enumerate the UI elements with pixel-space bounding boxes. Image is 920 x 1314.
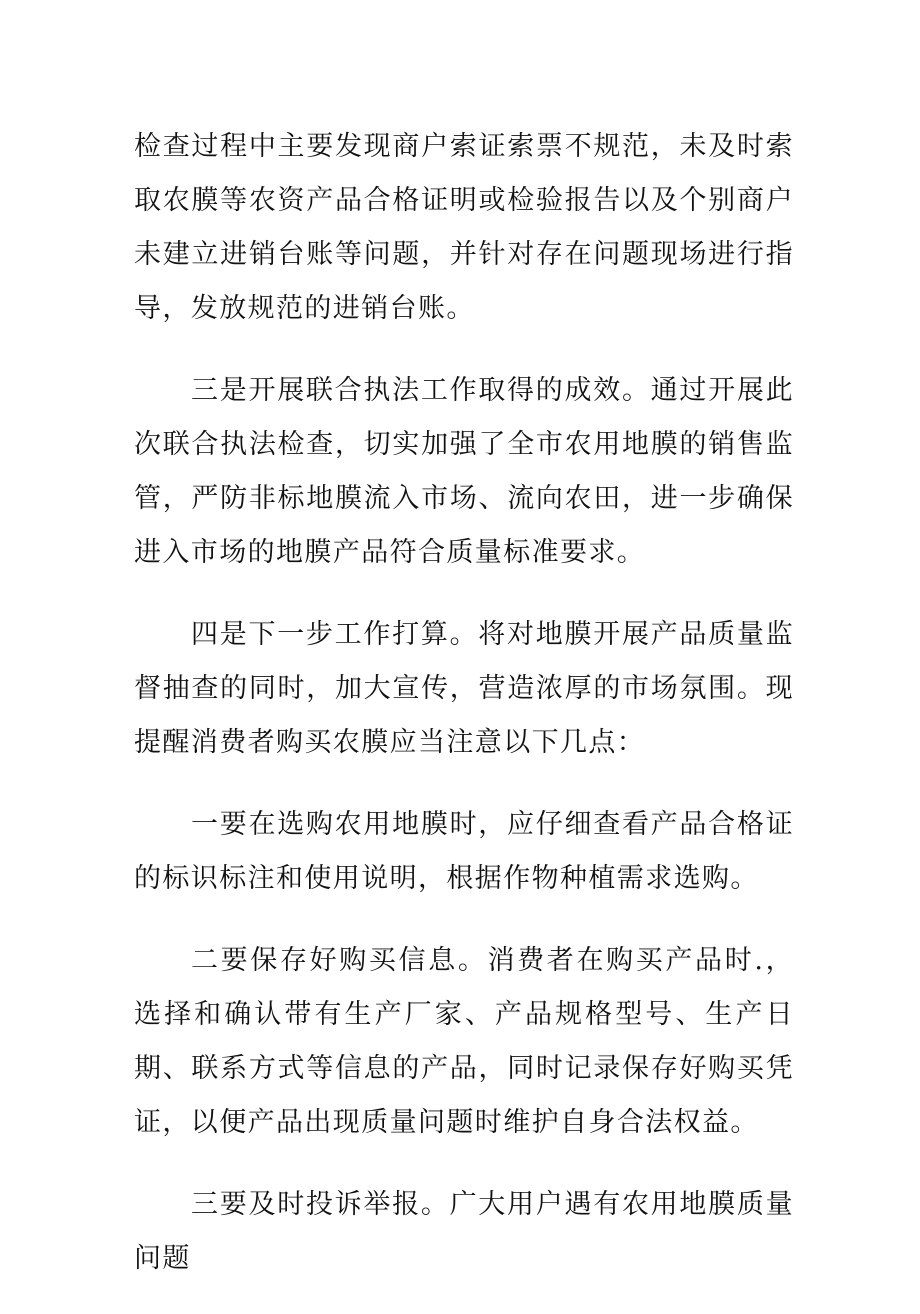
paragraph-5: 二要保存好购买信息。消费者在购买产品时.，选择和确认带有生产厂家、产品规格型号、生产日期、联系方式等信息的产品，同时记录保存好购买凭证，以便产品出现质量问题时维护自身合法权益。 <box>134 945 794 1138</box>
paragraph-1: 检查过程中主要发现商户索证索票不规范，未及时索取农膜等农资产品合格证明或检验报告以及个别商户未建立进销台账等问题，并针对存在问题现场进行指导，发放规范的进销台账。 <box>134 131 794 324</box>
paragraph-4: 一要在选购农用地膜时，应仔细查看产品合格证的标识标注和使用说明，根据作物种植需求选购。 <box>134 809 794 894</box>
paragraph-6: 三要及时投诉举报。广大用户遇有农用地膜质量问题 <box>134 1189 794 1274</box>
paragraph-2: 三是开展联合执法工作取得的成效。通过开展此次联合执法检查，切实加强了全市农用地膜的销售监管，严防非标地膜流入市场、流向农田，进一步确保进入市场的地膜产品符合质量标准要求。 <box>134 375 794 568</box>
document-body <box>134 120 794 1314</box>
paragraph-3: 四是下一步工作打算。将对地膜开展产品质量监督抽查的同时，加大宣传，营造浓厚的市场氛围。现提醒消费者购买农膜应当注意以下几点： <box>134 619 794 758</box>
